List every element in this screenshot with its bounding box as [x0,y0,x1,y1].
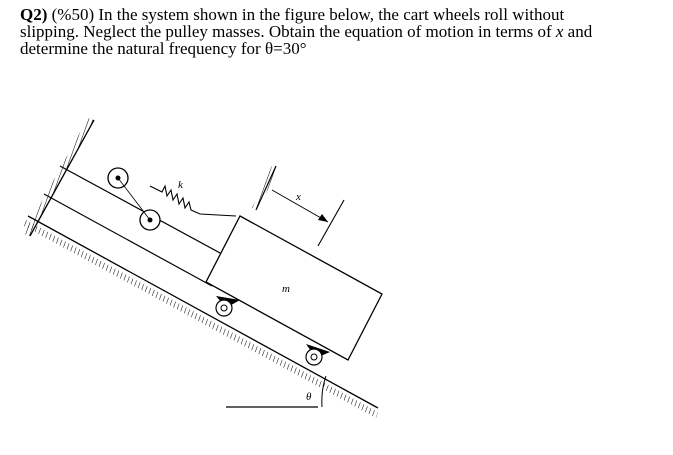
question-line-2-text: slipping. Neglect the pulley masses. Obtain the equation of motion in terms of [20,22,556,41]
question-line-1-text: In the system shown in the figure below, the cart wheels roll without [98,5,565,24]
x-displacement [272,190,344,246]
question-variable-x: x [555,22,564,41]
mass-label: m [282,283,290,295]
x-reference-wall [252,166,278,210]
angle-arc [322,376,326,407]
pulley-link [118,178,150,220]
question-line-2-end: and [563,22,593,41]
spring [150,186,236,216]
question-number: Q2) [20,5,48,24]
question-line-3: determine the natural frequency for θ=30° [20,39,307,58]
spring-k-label: k [178,179,183,191]
question-points: (%50) [51,5,95,24]
theta-label: θ [306,391,312,403]
x-label: x [296,191,301,203]
wall [24,118,94,236]
